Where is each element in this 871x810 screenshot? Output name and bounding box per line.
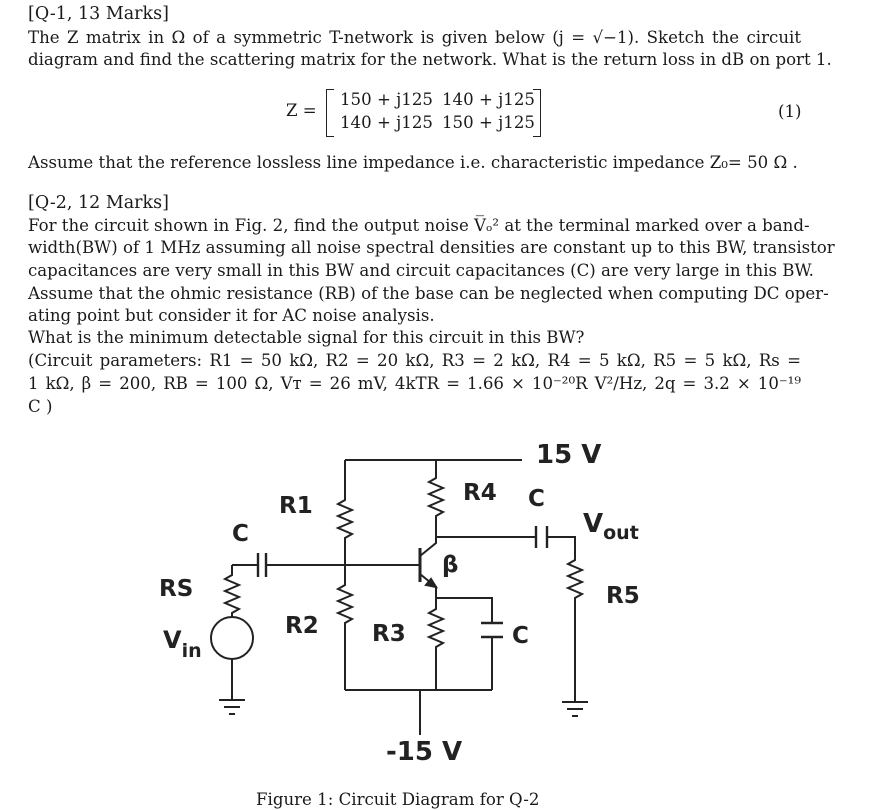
q2-text-line-6: What is the minimum detectable signal for this circuit in this BW? — [28, 328, 585, 347]
rs-resistor — [225, 565, 239, 617]
vin-ground-symbol — [219, 700, 245, 714]
matrix-cell-21: 140 + j125 — [340, 113, 433, 132]
q2-text-line-4: Assume that the ohmic resistance (RB) of the base can be neglected when computing DC oper- — [28, 284, 829, 303]
q2-text-line-3: capacitances are very small in this BW and circuit capacitances (C) are very large in this BW. — [28, 261, 814, 280]
r5-resistor — [568, 555, 582, 702]
r5-label: R5 — [606, 583, 640, 609]
supply-neg-label: -15 V — [386, 737, 463, 767]
r5-ground-symbol — [562, 702, 588, 716]
q1-assumption: Assume that the reference lossless line impedance i.e. characteristic impedance Z₀= 50 Ω . — [28, 153, 798, 172]
vout-subscript: out — [603, 522, 639, 544]
figure-caption: Figure 1: Circuit Diagram for Q-2 — [256, 790, 540, 809]
r4-resistor — [429, 460, 443, 535]
matrix-lhs: Z = — [286, 101, 317, 120]
rs-label: RS — [159, 576, 194, 602]
input-cap-label: C — [232, 521, 249, 547]
q2-params-line-1: (Circuit parameters: R1 = 50 kΩ, R2 = 20 kΩ, R3 = 2 kΩ, R4 = 5 kΩ, R5 = 5 kΩ, Rs = — [28, 351, 801, 370]
output-cap-label: C — [528, 486, 545, 512]
r2-resistor — [338, 565, 352, 690]
vin-main: V — [163, 626, 182, 654]
matrix-cell-22: 150 + j125 — [442, 113, 535, 132]
r2-label: R2 — [285, 613, 319, 639]
vout-label — [583, 509, 639, 544]
beta-label: β — [442, 552, 459, 578]
r1-label: R1 — [279, 493, 313, 519]
q2-params-line-2: 1 kΩ, β = 200, RB = 100 Ω, Vᴛ = 26 mV, 4kTR = 1.66 × 10⁻²⁰R V²/Hz, 2q = 3.2 × 10⁻¹⁹ — [28, 374, 801, 393]
vin-source — [211, 617, 253, 659]
q2-text-line-1: For the circuit shown in Fig. 2, find the output noise V̅ₒ² at the terminal marked over a band- — [28, 216, 810, 235]
matrix-cell-11: 150 + j125 — [340, 90, 433, 109]
r1-resistor — [338, 460, 352, 565]
transistor-collector — [420, 535, 436, 556]
emitter-cap-label: C — [512, 623, 529, 649]
r3-label: R3 — [372, 621, 406, 647]
emitter-cap-wire — [436, 598, 492, 690]
r4-label: R4 — [463, 480, 497, 506]
vin-subscript: in — [181, 640, 202, 662]
q2-header: [Q-2, 12 Marks] — [28, 193, 169, 213]
q2-params-line-3: C ) — [28, 397, 53, 416]
q1-header: [Q-1, 13 Marks] — [28, 4, 169, 24]
supply-pos-label: 15 V — [536, 440, 602, 470]
vin-label — [163, 626, 202, 662]
r3-resistor — [429, 598, 443, 690]
matrix-cell-12: 140 + j125 — [442, 90, 535, 109]
vout-main: V — [583, 509, 604, 539]
q1-text-line-2: diagram and find the scattering matrix for the network. What is the return loss in dB on port 1. — [28, 50, 832, 69]
q2-text-line-5: ating point but consider it for AC noise analysis. — [28, 306, 435, 325]
q2-text-line-2: width(BW) of 1 MHz assuming all noise spectral densities are constant up to this BW, transistor — [28, 238, 835, 257]
equation-number: (1) — [778, 102, 802, 121]
q1-text-line-1: The Z matrix in Ω of a symmetric T-network is given below (j = √−1). Sketch the circuit — [28, 28, 801, 47]
